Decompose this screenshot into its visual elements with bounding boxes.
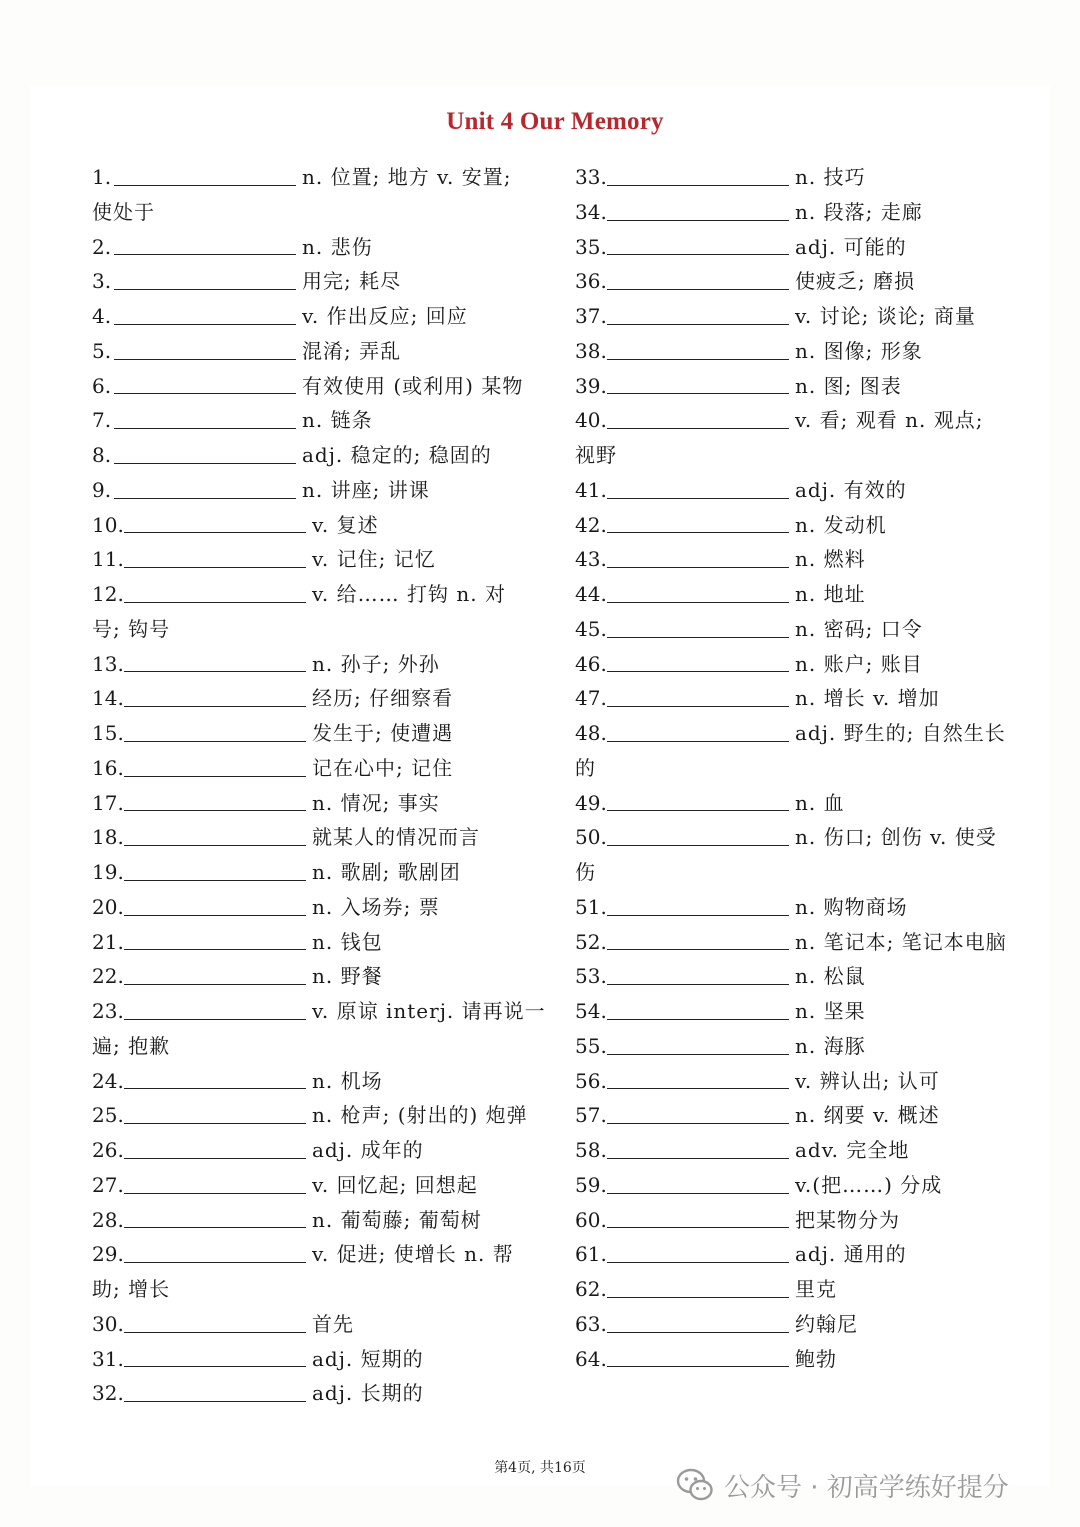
answer-blank[interactable] [124, 1401, 306, 1402]
vocab-item [92, 230, 547, 265]
answer-blank[interactable] [607, 984, 789, 985]
vocab-item [575, 1133, 1025, 1168]
item-number: 32. [92, 1381, 124, 1406]
item-number: 21. [92, 929, 124, 954]
vocab-item [575, 299, 1025, 334]
vocab-item [92, 264, 547, 299]
item-number: 39. [575, 373, 607, 398]
item-definition: 混淆; 弄乱 [302, 338, 402, 363]
item-number: 43. [575, 547, 607, 572]
item-definition: 记在心中; 记住 [312, 755, 454, 780]
item-definition: 发生于; 使遭遇 [312, 721, 454, 745]
watermark [676, 1463, 1009, 1507]
vocab-item [92, 1237, 547, 1272]
answer-blank[interactable] [607, 393, 789, 394]
vocab-item [575, 681, 1025, 716]
vocab-item [92, 647, 547, 682]
item-number: 50. [575, 825, 607, 850]
item-number: 9. [92, 477, 112, 502]
item-number: 10. [92, 512, 124, 537]
item-number: 60. [575, 1207, 607, 1232]
answer-blank[interactable] [124, 671, 306, 672]
answer-blank[interactable] [124, 1227, 306, 1228]
item-number: 30. [92, 1311, 124, 1336]
vocab-item [575, 786, 1025, 821]
item-definition: n. 入场券; 票 [312, 894, 440, 919]
answer-blank[interactable] [124, 915, 306, 916]
answer-blank[interactable] [124, 845, 306, 846]
vocab-item [575, 1203, 1025, 1238]
vocab-item [92, 542, 547, 577]
vocab-item [92, 334, 547, 369]
item-definition: n. 段落; 走廊 [795, 199, 923, 224]
item-number: 40. [575, 408, 607, 433]
item-definition: 经历; 仔细察看 [312, 686, 454, 711]
answer-blank[interactable] [607, 220, 789, 221]
vocab-item [92, 1133, 547, 1168]
item-number: 61. [575, 1242, 607, 1267]
item-number: 41. [575, 477, 607, 502]
vocab-item [92, 820, 547, 855]
vocab-item [92, 369, 547, 404]
answer-blank[interactable] [124, 984, 306, 985]
answer-blank[interactable] [607, 915, 789, 916]
answer-blank[interactable] [124, 1262, 306, 1263]
vocab-item [575, 334, 1025, 369]
item-definition: n. 地址 [795, 582, 866, 606]
item-definition: v.(把……) 分成 [795, 1172, 943, 1197]
item-number: 16. [92, 755, 124, 780]
answer-blank[interactable] [124, 1158, 306, 1159]
vocab-item [92, 681, 547, 716]
answer-blank[interactable] [607, 1193, 789, 1194]
item-definition: v. 讨论; 谈论; 商量 [795, 304, 976, 328]
item-number: 52. [575, 929, 607, 954]
answer-blank[interactable] [124, 880, 306, 881]
answer-blank[interactable] [607, 1054, 789, 1055]
item-definition: adj. 有效的 [795, 477, 907, 502]
item-definition: n. 坚果 [795, 999, 866, 1023]
vocab-item [92, 473, 547, 508]
answer-blank[interactable] [124, 1366, 306, 1367]
answer-blank[interactable] [607, 1123, 789, 1124]
item-definition: 首先 [312, 1311, 354, 1336]
item-number: 14. [92, 686, 124, 711]
vocab-item [575, 1307, 1025, 1342]
item-definition: 就某人的情况而言 [312, 825, 480, 850]
vocab-item [575, 577, 1025, 612]
vocab-item [575, 1272, 1025, 1307]
item-definition: v. 看; 观看 n. 观点; [795, 408, 984, 433]
item-definition: adv. 完全地 [795, 1138, 910, 1162]
item-definition: n. 松鼠 [795, 964, 866, 989]
answer-blank[interactable] [607, 845, 789, 846]
answer-blank[interactable] [124, 602, 306, 603]
watermark-text: 公众号 · 初高学练好提分 [724, 1472, 1009, 1503]
vocab-item [92, 890, 547, 925]
answer-blank[interactable] [124, 810, 306, 811]
item-definition: 里克 [795, 1277, 837, 1301]
answer-blank[interactable] [607, 185, 789, 186]
item-definition: n. 发动机 [795, 512, 887, 537]
answer-blank[interactable] [607, 289, 789, 290]
answer-blank[interactable] [114, 498, 296, 499]
vocab-item [92, 577, 547, 612]
item-definition: v. 回忆起; 回想起 [312, 1172, 478, 1197]
item-number: 13. [92, 651, 124, 676]
vocab-item [92, 959, 547, 994]
item-number: 63. [575, 1311, 607, 1336]
item-definition: v. 给…… 打钩 n. 对 [312, 582, 506, 606]
answer-blank[interactable] [114, 428, 296, 429]
item-definition: n. 海豚 [795, 1033, 866, 1058]
item-definition: n. 技巧 [795, 165, 866, 189]
item-definition-continued: 遍; 抱歉 [92, 1033, 171, 1058]
page-footer: 第4页, 共16页 [494, 1460, 586, 1476]
item-definition-continued: 使处于 [92, 199, 155, 224]
answer-blank[interactable] [124, 532, 306, 533]
item-number: 51. [575, 894, 607, 919]
vocab-item [575, 403, 1025, 438]
answer-blank[interactable] [124, 567, 306, 568]
item-definition: n. 讲座; 讲课 [302, 477, 430, 502]
item-definition: 把某物分为 [795, 1207, 900, 1232]
item-number: 1. [92, 165, 112, 189]
item-definition: n. 账户; 账目 [795, 651, 923, 676]
right-column [575, 160, 1025, 1376]
vocab-item [92, 1098, 547, 1133]
vocab-item [575, 994, 1025, 1029]
answer-blank[interactable] [607, 532, 789, 533]
item-number: 62. [575, 1277, 607, 1301]
vocab-item [92, 1203, 547, 1238]
item-number: 53. [575, 964, 607, 989]
item-definition: n. 图; 图表 [795, 373, 902, 398]
item-definition: adj. 可能的 [795, 234, 907, 259]
item-number: 7. [92, 408, 112, 433]
answer-blank[interactable] [124, 741, 306, 742]
answer-blank[interactable] [114, 289, 296, 290]
item-number: 24. [92, 1068, 124, 1093]
answer-blank[interactable] [114, 324, 296, 325]
item-definition-continued: 视野 [575, 443, 617, 467]
item-definition: v. 作出反应; 回应 [302, 304, 468, 328]
vocab-item [575, 647, 1025, 682]
item-definition-continued: 号; 钩号 [92, 616, 171, 641]
vocab-item [92, 1168, 547, 1203]
vocab-item [575, 1029, 1025, 1064]
vocab-item [575, 160, 1025, 195]
vocab-item [92, 299, 547, 334]
vocab-item [575, 508, 1025, 543]
vocab-item [92, 160, 547, 195]
item-number: 6. [92, 373, 112, 398]
vocab-item [92, 438, 547, 473]
item-number: 18. [92, 825, 124, 850]
item-number: 5. [92, 338, 112, 363]
item-definition: n. 笔记本; 笔记本电脑 [795, 929, 1007, 954]
vocab-item [92, 716, 547, 751]
vocab-item [92, 1307, 547, 1342]
item-number: 45. [575, 616, 607, 641]
item-definition: n. 情况; 事实 [312, 790, 440, 815]
answer-blank[interactable] [607, 359, 789, 360]
answer-blank[interactable] [124, 949, 306, 950]
vocab-item [92, 1376, 547, 1411]
item-number: 46. [575, 651, 607, 676]
item-definition: v. 辨认出; 认可 [795, 1068, 940, 1093]
item-number: 36. [575, 269, 607, 294]
vocab-item [92, 1342, 547, 1377]
vocab-item [575, 612, 1025, 647]
answer-blank[interactable] [607, 1019, 789, 1020]
item-definition: n. 葡萄藤; 葡萄树 [312, 1207, 482, 1232]
answer-blank[interactable] [607, 1088, 789, 1089]
item-definition: v. 复述 [312, 512, 379, 537]
item-definition: adj. 短期的 [312, 1346, 424, 1371]
item-number: 23. [92, 999, 124, 1023]
vocab-item [575, 890, 1025, 925]
left-column [92, 160, 547, 1411]
vocab-item [92, 403, 547, 438]
item-number: 34. [575, 199, 607, 224]
item-number: 48. [575, 721, 607, 745]
item-definition: adj. 稳定的; 稳固的 [302, 443, 492, 467]
vocab-item [575, 959, 1025, 994]
item-definition: n. 钱包 [312, 929, 383, 954]
vocab-item [575, 1168, 1025, 1203]
answer-blank[interactable] [607, 1332, 789, 1333]
item-definition-continued: 助; 增长 [92, 1277, 171, 1301]
item-number: 31. [92, 1346, 124, 1371]
answer-blank[interactable] [607, 671, 789, 672]
item-definition-continued: 的 [575, 755, 596, 780]
item-definition: n. 机场 [312, 1068, 383, 1093]
item-number: 54. [575, 999, 607, 1023]
item-definition: n. 图像; 形象 [795, 338, 923, 363]
answer-blank[interactable] [607, 1297, 789, 1298]
item-number: 27. [92, 1172, 124, 1197]
item-definition: n. 位置; 地方 v. 安置; [302, 165, 512, 189]
vocab-item [575, 195, 1025, 230]
item-definition: 用完; 耗尽 [302, 269, 402, 294]
item-number: 19. [92, 860, 124, 884]
answer-blank[interactable] [114, 393, 296, 394]
item-number: 56. [575, 1068, 607, 1093]
answer-blank[interactable] [114, 359, 296, 360]
item-number: 44. [575, 582, 607, 606]
item-number: 35. [575, 234, 607, 259]
answer-blank[interactable] [607, 498, 789, 499]
item-definition: n. 伤口; 创伤 v. 使受 [795, 825, 997, 850]
item-number: 15. [92, 721, 124, 745]
page-title: Unit 4 Our Memory [446, 108, 664, 135]
item-number: 25. [92, 1103, 124, 1128]
answer-blank[interactable] [607, 1366, 789, 1367]
item-definition: adj. 通用的 [795, 1242, 907, 1267]
answer-blank[interactable] [607, 1227, 789, 1228]
item-number: 2. [92, 234, 112, 259]
item-definition: n. 悲伤 [302, 234, 373, 259]
answer-blank[interactable] [114, 185, 296, 186]
item-definition: adj. 长期的 [312, 1381, 424, 1406]
vocab-item [575, 1064, 1025, 1099]
item-definition: n. 纲要 v. 概述 [795, 1103, 940, 1128]
vocab-item [575, 230, 1025, 265]
vocab-item [92, 786, 547, 821]
item-number: 11. [92, 547, 124, 572]
vocab-item [575, 1342, 1025, 1377]
item-definition: v. 原谅 interj. 请再说一 [312, 999, 546, 1023]
item-number: 26. [92, 1138, 124, 1162]
item-number: 3. [92, 269, 112, 294]
vocab-item [92, 1064, 547, 1099]
vocab-item [92, 855, 547, 890]
item-number: 49. [575, 790, 607, 815]
answer-blank[interactable] [607, 1158, 789, 1159]
wechat-icon [676, 1468, 714, 1502]
item-definition: adj. 野生的; 自然生长 [795, 721, 1006, 745]
answer-blank[interactable] [607, 706, 789, 707]
vocab-item [575, 473, 1025, 508]
item-number: 33. [575, 165, 607, 189]
item-number: 28. [92, 1207, 124, 1232]
item-definition: 有效使用 (或利用) 某物 [302, 373, 524, 398]
item-number: 64. [575, 1346, 607, 1371]
answer-blank[interactable] [607, 1262, 789, 1263]
item-number: 4. [92, 304, 112, 328]
answer-blank[interactable] [607, 324, 789, 325]
vocab-item [575, 542, 1025, 577]
vocab-item [92, 751, 547, 786]
item-definition-continued: 伤 [575, 860, 596, 884]
answer-blank[interactable] [124, 776, 306, 777]
vocab-item [92, 925, 547, 960]
item-number: 29. [92, 1242, 124, 1267]
item-number: 58. [575, 1138, 607, 1162]
answer-blank[interactable] [607, 254, 789, 255]
vocab-item [575, 925, 1025, 960]
item-definition: n. 歌剧; 歌剧团 [312, 860, 461, 884]
answer-blank[interactable] [607, 741, 789, 742]
item-number: 38. [575, 338, 607, 363]
item-definition: 使疲乏; 磨损 [795, 269, 916, 294]
answer-blank[interactable] [124, 1332, 306, 1333]
item-number: 12. [92, 582, 124, 606]
answer-blank[interactable] [114, 254, 296, 255]
item-number: 22. [92, 964, 124, 989]
answer-blank[interactable] [607, 428, 789, 429]
item-number: 17. [92, 790, 124, 815]
item-definition: v. 促进; 使增长 n. 帮 [312, 1242, 514, 1267]
answer-blank[interactable] [124, 706, 306, 707]
answer-blank[interactable] [124, 1019, 306, 1020]
vocab-item [92, 994, 547, 1029]
vocab-item [575, 1237, 1025, 1272]
item-definition: n. 燃料 [795, 547, 866, 572]
answer-blank[interactable] [124, 1193, 306, 1194]
item-definition: n. 野餐 [312, 964, 383, 989]
item-definition: 鲍勃 [795, 1346, 837, 1371]
vocab-item [575, 1098, 1025, 1133]
answer-blank[interactable] [607, 637, 789, 638]
item-definition: v. 记住; 记忆 [312, 547, 436, 572]
item-number: 59. [575, 1172, 607, 1197]
item-number: 42. [575, 512, 607, 537]
answer-blank[interactable] [607, 567, 789, 568]
item-number: 8. [92, 443, 112, 467]
vocab-item [575, 369, 1025, 404]
answer-blank[interactable] [607, 949, 789, 950]
item-number: 37. [575, 304, 607, 328]
item-definition: n. 血 [795, 790, 845, 815]
item-definition: n. 枪声; (射出的) 炮弹 [312, 1103, 528, 1128]
item-definition: n. 密码; 口令 [795, 616, 923, 641]
answer-blank[interactable] [607, 810, 789, 811]
item-number: 55. [575, 1033, 607, 1058]
vocab-item [92, 508, 547, 543]
item-definition: n. 购物商场 [795, 894, 908, 919]
item-number: 20. [92, 894, 124, 919]
vocab-item [575, 716, 1025, 751]
answer-blank[interactable] [124, 1088, 306, 1089]
item-definition: 约翰尼 [795, 1311, 858, 1336]
item-definition: adj. 成年的 [312, 1138, 424, 1162]
vocab-item [575, 820, 1025, 855]
item-number: 47. [575, 686, 607, 711]
item-number: 57. [575, 1103, 607, 1128]
item-definition: n. 增长 v. 增加 [795, 686, 940, 711]
vocab-item [575, 264, 1025, 299]
answer-blank[interactable] [114, 463, 296, 464]
answer-blank[interactable] [607, 602, 789, 603]
item-definition: n. 孙子; 外孙 [312, 651, 440, 676]
item-definition: n. 链条 [302, 408, 373, 433]
answer-blank[interactable] [124, 1123, 306, 1124]
